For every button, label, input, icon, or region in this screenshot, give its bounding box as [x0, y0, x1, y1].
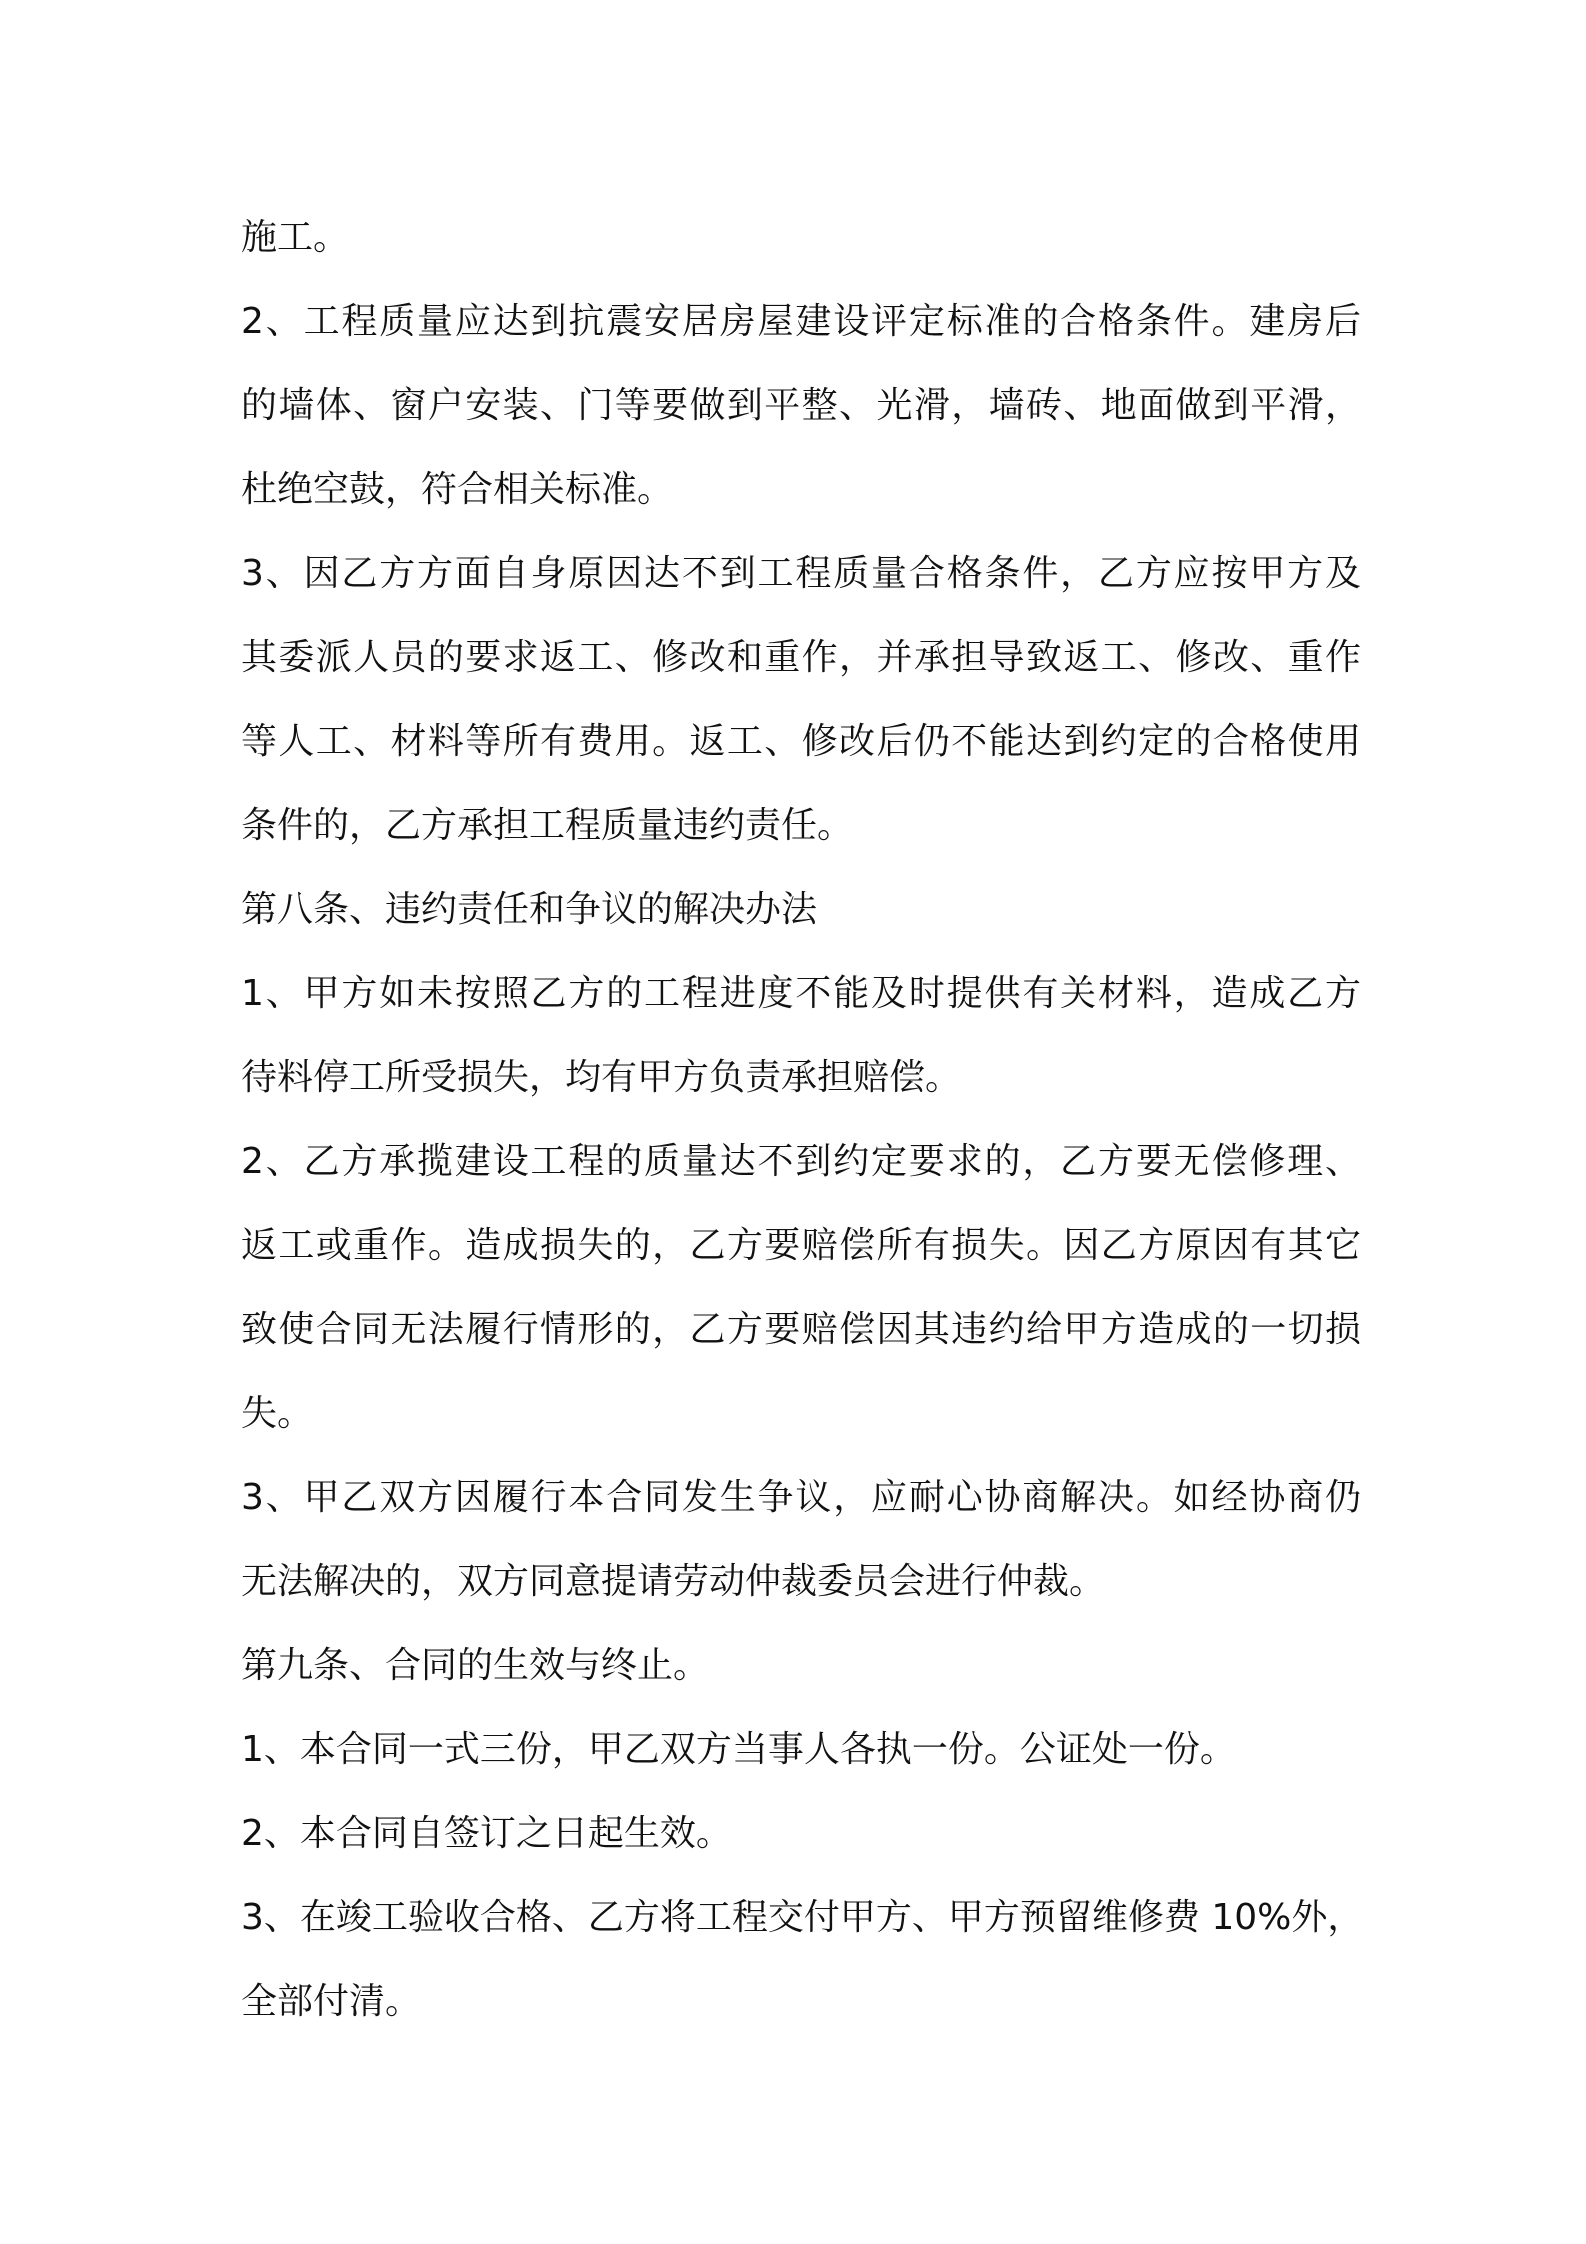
text-line: 3、在竣工验收合格、乙方将工程交付甲方、甲方预留维修费 10%外，: [241, 1897, 1364, 1938]
text-line: 2、工程质量应达到抗震安居房屋建设评定标准的合格条件。建房后: [241, 301, 1361, 342]
text-line: 2、本合同自签订之日起生效。: [241, 1813, 732, 1854]
text-line: 失。: [241, 1393, 314, 1434]
text-line: 第八条、违约责任和争议的解决办法: [241, 889, 818, 930]
document-page: [241, 196, 1364, 2044]
text-line: 1、本合同一式三份，甲乙双方当事人各执一份。公证处一份。: [241, 1729, 1236, 1770]
text-line: 返工或重作。造成损失的，乙方要赔偿所有损失。因乙方原因有其它: [241, 1225, 1361, 1266]
text-line: 施工。: [241, 217, 350, 258]
text-line: 第九条、合同的生效与终止。: [241, 1645, 710, 1686]
text-line: 的墙体、窗户安装、门等要做到平整、光滑，墙砖、地面做到平滑，: [241, 385, 1361, 426]
text-line: 全部付清。: [241, 1981, 422, 2022]
text-line: 等人工、材料等所有费用。返工、修改后仍不能达到约定的合格使用: [241, 721, 1361, 762]
text-line: 3、甲乙双方因履行本合同发生争议，应耐心协商解决。如经协商仍: [241, 1477, 1361, 1518]
text-line: 其委派人员的要求返工、修改和重作，并承担导致返工、修改、重作: [241, 637, 1361, 678]
text-line: 1、甲方如未按照乙方的工程进度不能及时提供有关材料，造成乙方: [241, 973, 1361, 1014]
text-line: 致使合同无法履行情形的，乙方要赔偿因其违约给甲方造成的一切损: [241, 1309, 1361, 1350]
text-line: 无法解决的，双方同意提请劳动仲裁委员会进行仲裁。: [241, 1561, 1106, 1602]
text-line: 杜绝空鼓，符合相关标准。: [241, 469, 674, 510]
text-line: 待料停工所受损失，均有甲方负责承担赔偿。: [241, 1057, 962, 1098]
text-line: 条件的，乙方承担工程质量违约责任。: [241, 805, 854, 846]
text-line: 3、因乙方方面自身原因达不到工程质量合格条件，乙方应按甲方及: [241, 553, 1361, 594]
text-line: 2、乙方承揽建设工程的质量达不到约定要求的，乙方要无偿修理、: [241, 1141, 1361, 1182]
